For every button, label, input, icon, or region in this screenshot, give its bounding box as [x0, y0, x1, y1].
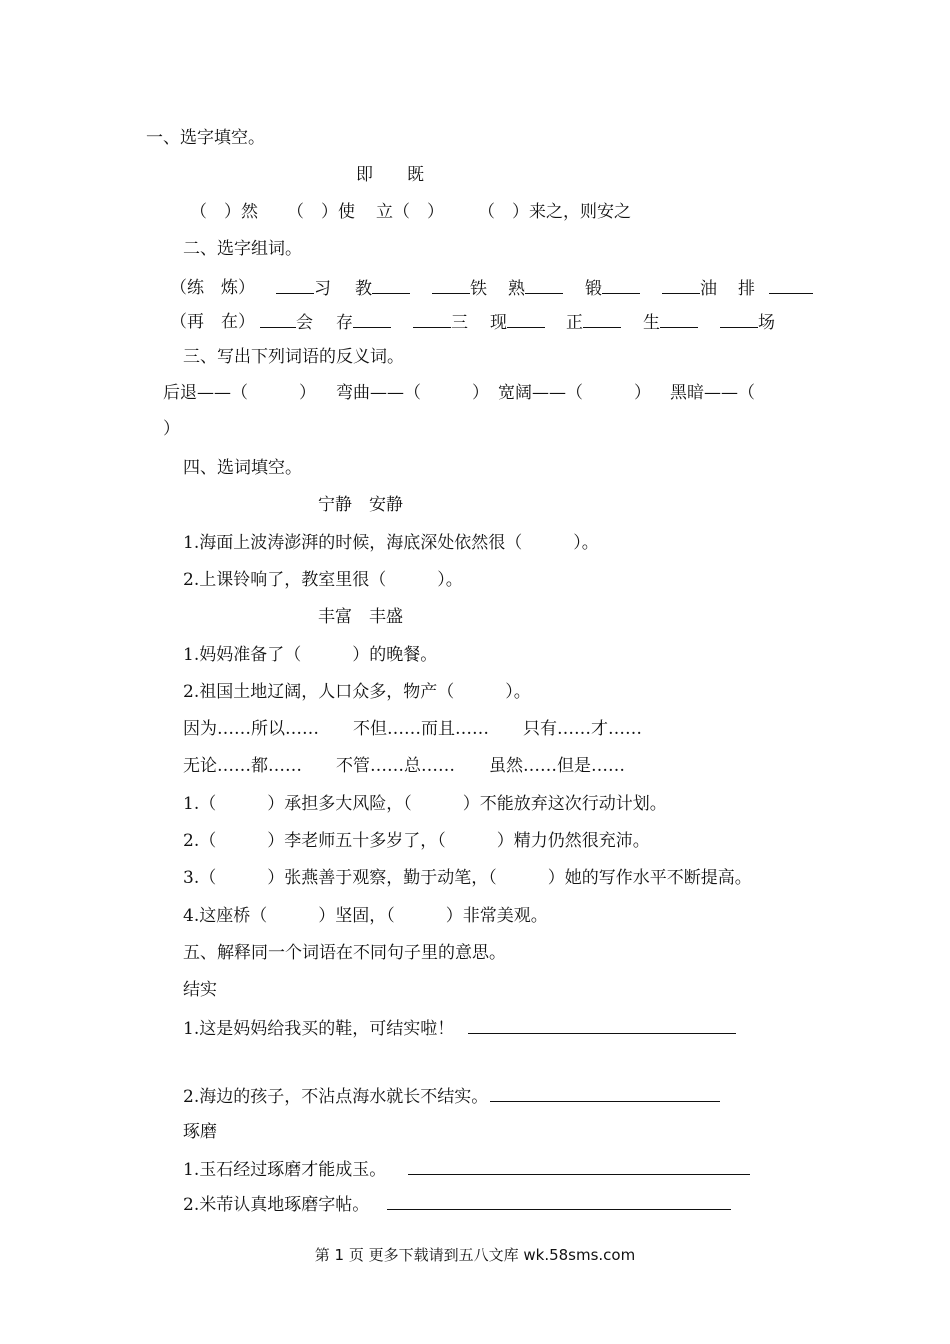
s4-c-q4: 4.这座桥（ ）坚固，（ ）非常美观。 — [183, 906, 548, 926]
s2-row2-pair: （再 在） — [170, 312, 255, 332]
s2-row2-word-2: 存 — [336, 310, 391, 335]
answer-blank[interactable] — [769, 276, 813, 294]
s3-item-3: 宽阔——（ ） — [498, 383, 651, 403]
s4-g1-q2: 2.上课铃响了，教室里很（ ）。 — [183, 570, 463, 590]
s2-row2-word-5: 正 — [566, 310, 621, 335]
answer-line[interactable] — [468, 1016, 736, 1034]
s4-c-q3: 3.（ ）张燕善于观察，勤于动笔，（ ）她的写作水平不断提高。 — [183, 868, 752, 888]
s5-word-2: 琢磨 — [183, 1122, 217, 1142]
section-1-choices: 即 既 — [356, 165, 424, 185]
answer-blank[interactable] — [432, 276, 470, 294]
s5-w2-q2: 2.米芾认真地琢磨字帖。 — [183, 1192, 731, 1217]
s2-row1-word-4: 熟 — [508, 276, 563, 301]
s2-row1-word-2: 教 — [355, 276, 410, 301]
answer-blank[interactable] — [372, 276, 410, 294]
s2-row2-word-3: 三 — [413, 310, 468, 335]
s4-g2-q2: 2.祖国土地辽阔，人口众多，物产（ ）。 — [183, 682, 531, 702]
s1-item-4: （ ）来之，则安之 — [478, 202, 631, 222]
s2-row1-word-3: 铁 — [432, 276, 487, 301]
section-2-title: 二、选字组词。 — [183, 239, 302, 259]
s5-word-1: 结实 — [183, 980, 217, 1000]
section-1-title: 一、选字填空。 — [146, 128, 265, 148]
s1-item-1: （ ）然 — [190, 202, 258, 222]
page-footer: 第 1 页 更多下载请到五八文库 wk.58sms.com — [314, 1246, 636, 1264]
answer-blank[interactable] — [353, 310, 391, 328]
s2-row2-word-6: 生 — [643, 310, 698, 335]
answer-blank[interactable] — [525, 276, 563, 294]
s4-c-q1: 1.（ ）承担多大风险，（ ）不能放弃这次行动计划。 — [183, 794, 667, 814]
s5-w1-q1: 1.这是妈妈给我买的鞋，可结实啦！ — [183, 1016, 736, 1041]
answer-line[interactable] — [408, 1157, 750, 1175]
s2-row1-word-1: 习 — [276, 276, 331, 301]
answer-blank[interactable] — [260, 310, 296, 328]
s4-g1-q1: 1.海面上波涛澎湃的时候，海底深处依然很（ ）。 — [183, 533, 599, 553]
s1-item-2: （ ）使 — [287, 202, 355, 222]
s2-row1-word-7: 排 — [738, 276, 813, 301]
s4-g2-q1: 1.妈妈准备了（ ）的晚餐。 — [183, 645, 438, 665]
section-5-title: 五、解释同一个词语在不同句子里的意思。 — [183, 943, 506, 963]
s3-item-4-close: ） — [163, 419, 180, 439]
s2-row1-word-5: 锻 — [585, 276, 640, 301]
answer-blank[interactable] — [276, 276, 314, 294]
s5-w2-q1: 1.玉石经过琢磨才能成玉。 — [183, 1157, 750, 1182]
s4-group2-words: 丰富 丰盛 — [318, 607, 403, 627]
s3-item-4: 黑暗——（ — [670, 383, 755, 403]
s2-row2-word-7: 场 — [720, 310, 775, 335]
s4-conj-row-2: 无论……都…… 不管……总…… 虽然……但是…… — [183, 756, 625, 776]
answer-blank[interactable] — [602, 276, 640, 294]
s2-row1-pair: （练 炼） — [170, 278, 255, 298]
answer-blank[interactable] — [507, 310, 545, 328]
s4-c-q2: 2.（ ）李老师五十多岁了，（ ）精力仍然很充沛。 — [183, 831, 650, 851]
s5-w1-q2: 2.海边的孩子，不沾点海水就长不结实。 — [183, 1084, 720, 1109]
answer-blank[interactable] — [720, 310, 758, 328]
answer-blank[interactable] — [413, 310, 451, 328]
answer-blank[interactable] — [583, 310, 621, 328]
answer-blank[interactable] — [660, 310, 698, 328]
s2-row2-word-1: 会 — [260, 310, 313, 335]
s4-conj-row-1: 因为……所以…… 不但……而且…… 只有……才…… — [183, 719, 642, 739]
section-3-title: 三、写出下列词语的反义词。 — [183, 347, 404, 367]
s2-row1-word-6: 油 — [662, 276, 717, 301]
s1-item-3: 立（ ） — [376, 202, 444, 222]
s3-item-1: 后退——（ ） — [163, 383, 316, 403]
s2-row2-word-4: 现 — [490, 310, 545, 335]
s4-group1-words: 宁静 安静 — [318, 495, 403, 515]
answer-line[interactable] — [490, 1084, 720, 1102]
answer-blank[interactable] — [662, 276, 700, 294]
section-4-title: 四、选词填空。 — [183, 458, 302, 478]
s3-item-2: 弯曲——（ ） — [336, 383, 489, 403]
answer-line[interactable] — [387, 1192, 731, 1210]
